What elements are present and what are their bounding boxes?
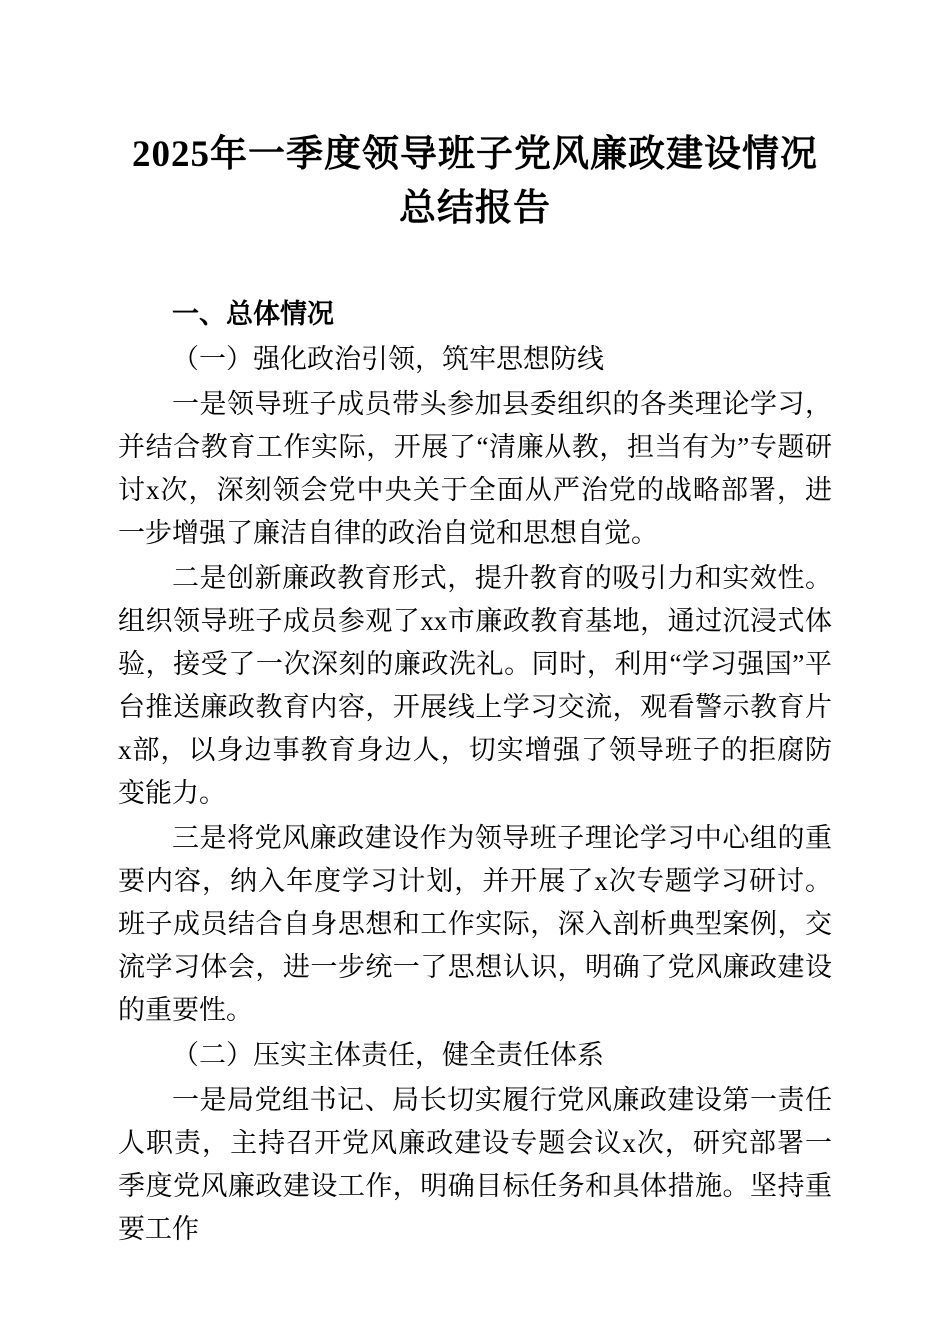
paragraph: 一是局党组书记、局长切实履行党风廉政建设第一责任人职责，主持召开党风廉政建设专题会议x次，研究部署一季度党风廉政建设工作，明确目标任务和具体措施。坚持重要工作 [118, 1085, 832, 1245]
paragraph: 二是创新廉政教育形式，提升教育的吸引力和实效性。组织领导班子成员参观了xx市廉政教育基地，通过沉浸式体验，接受了一次深刻的廉政洗礼。同时，利用“学习强国”平台推送廉政教育内容，开展线上学习交流，观看警示教育片x部，以身边事教育身边人，切实增强了领导班子的拒腐防变能力。 [118, 563, 832, 809]
paragraph: 三是将党风廉政建设作为领导班子理论学习中心组的重要内容，纳入年度学习计划，并开展了x次专题学习研讨。班子成员结合自身思想和工作实际，深入剖析典型案例，交流学习体会，进一步统一了思想认识，明确了党风廉政建设的重要性。 [118, 823, 832, 1026]
document-title: 2025年一季度领导班子党风廉政建设情况总结报告 [132, 134, 818, 229]
subsection-heading-1: （一）强化政治引领，筑牢思想防线 [172, 344, 604, 375]
subsection-heading-2: （二）压实主体责任，健全责任体系 [172, 1040, 604, 1071]
section-heading-overall-situation: 一、总体情况 [172, 299, 334, 330]
paragraph: 一是领导班子成员带头参加县委组织的各类理论学习，并结合教育工作实际，开展了“清廉从教，担当有为”专题研讨x次，深刻领会党中央关于全面从严治党的战略部署，进一步增强了廉洁自律的政治自觉和思想自觉。 [118, 389, 832, 549]
